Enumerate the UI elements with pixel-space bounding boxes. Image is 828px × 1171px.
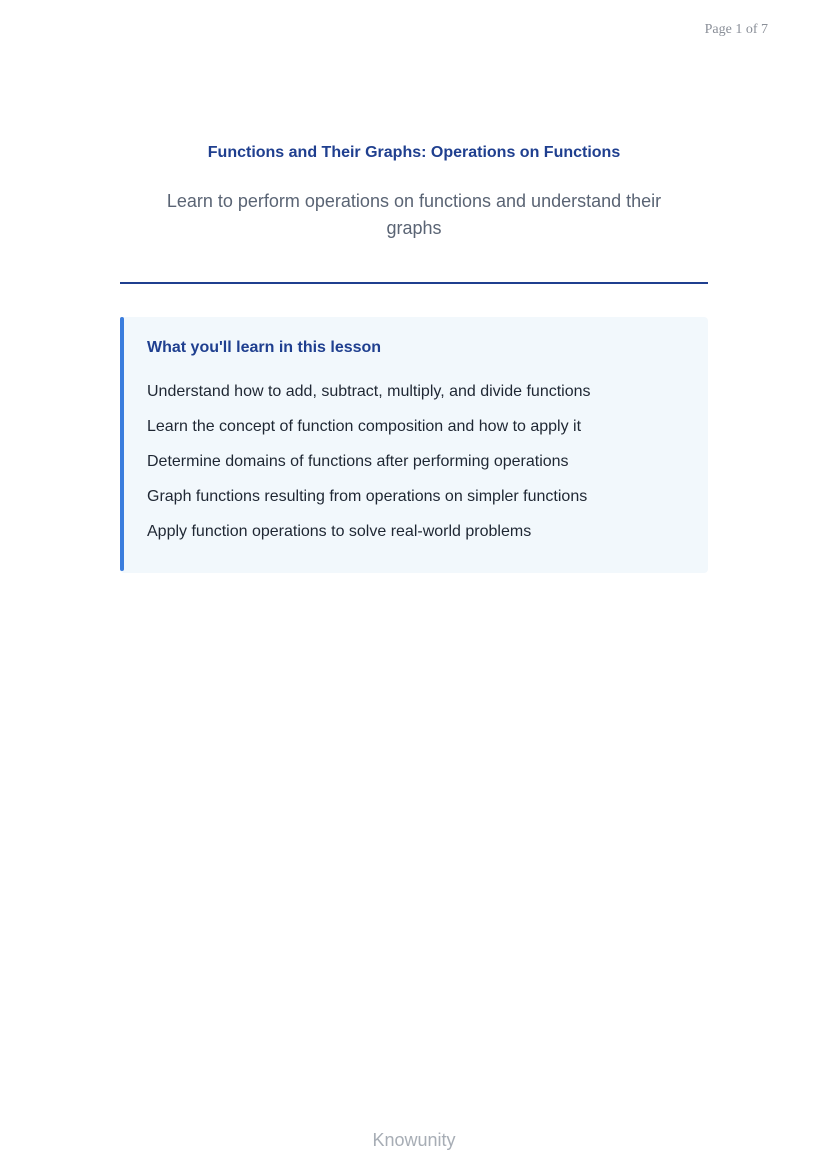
learning-objective-item: Determine domains of functions after performing operations <box>147 453 569 470</box>
learning-objectives-heading: What you'll learn in this lesson <box>147 339 382 356</box>
footer-brand: Knowunity <box>372 1130 456 1150</box>
learning-objective-item: Understand how to add, subtract, multiply, and divide functions <box>147 383 591 400</box>
page-title: Functions and Their Graphs: Operations on Functions <box>207 144 621 161</box>
learning-objective-item: Apply function operations to solve real-world problems <box>147 523 532 540</box>
learning-objective-item: Graph functions resulting from operations on simpler functions <box>147 488 588 505</box>
title-divider <box>120 282 708 284</box>
page-number: Page 1 of 7 <box>704 22 768 37</box>
learning-objectives-box <box>120 317 708 573</box>
learning-objective-item: Learn the concept of function composition and how to apply it <box>147 418 582 435</box>
page-subtitle: Learn to perform operations on functions and understand their graphs <box>166 191 662 238</box>
accent-bar <box>120 317 124 571</box>
learning-objectives-list <box>147 374 591 549</box>
